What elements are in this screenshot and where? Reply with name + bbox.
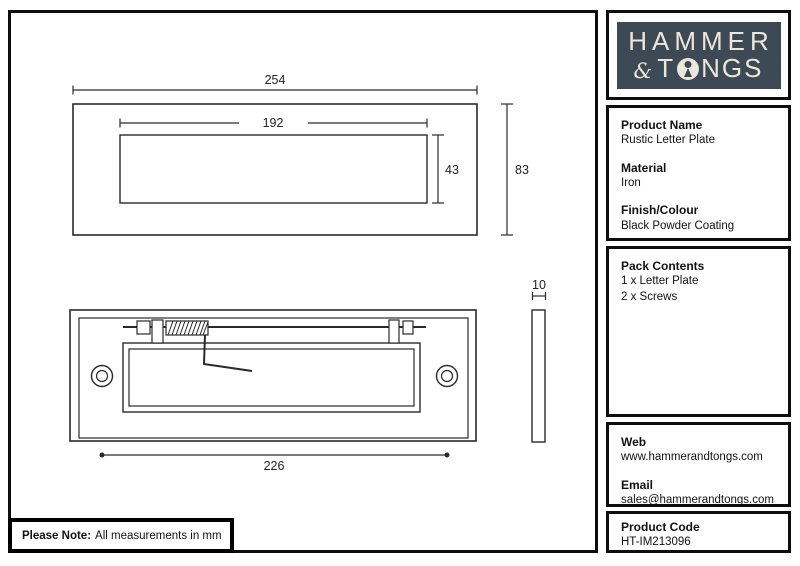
technical-drawing <box>11 13 595 550</box>
note-text: All measurements in mm <box>95 529 222 542</box>
rod-bracket-right <box>389 320 399 343</box>
product-name-label: Product Name <box>621 118 703 132</box>
rod-collar-right <box>403 321 413 334</box>
dim-aperture-height-lines <box>432 135 444 203</box>
drawing-panel <box>8 10 598 553</box>
product-info-section <box>606 105 791 241</box>
measurement-note <box>8 518 234 553</box>
product-name-value: Rustic Letter Plate <box>621 134 715 147</box>
side-profile-outline <box>532 310 545 442</box>
dim-fixing-centres: 226 <box>263 459 285 473</box>
material-value: Iron <box>621 176 641 189</box>
email-value: sales@hammerandtongs.com <box>621 493 774 506</box>
material-field <box>621 160 776 192</box>
front-aperture-outline <box>120 135 427 203</box>
contact-section <box>606 422 791 507</box>
side-view <box>532 278 546 442</box>
dim-thickness: 10 <box>532 278 546 292</box>
web-field <box>621 434 776 466</box>
rear-view <box>70 310 476 473</box>
logo-section <box>606 10 791 100</box>
pack-contents-section <box>606 246 791 417</box>
pack-contents-field <box>621 258 776 305</box>
front-view <box>73 73 529 235</box>
hammer-tongs-logo <box>617 22 781 89</box>
logo-letters-ngs: NGS <box>701 53 764 83</box>
finish-label: Finish/Colour <box>621 203 699 218</box>
pack-contents-item: 1 x Letter Plate <box>621 275 699 288</box>
logo-text-tongs <box>634 55 764 82</box>
logo-letter-t: T <box>657 53 676 83</box>
material-label: Material <box>621 160 667 175</box>
spring-coil <box>166 321 208 335</box>
product-code-label: Product Code <box>621 520 700 534</box>
dim-front-width: 254 <box>264 73 286 87</box>
product-code-field <box>621 519 776 551</box>
product-code-section <box>606 511 791 553</box>
keyhole-icon <box>677 58 699 80</box>
finish-value: Black Powder Coating <box>621 219 735 232</box>
pack-contents-label: Pack Contents <box>621 259 705 273</box>
dim-aperture-width: 192 <box>262 116 284 130</box>
pack-contents-item: 2 x Screws <box>621 290 678 303</box>
screw-hole-right <box>437 366 458 387</box>
email-field <box>621 477 776 509</box>
dim-thickness-lines <box>533 292 546 300</box>
dim-front-height-lines <box>501 104 513 235</box>
product-name-field <box>621 117 776 149</box>
email-label: Email <box>621 477 654 492</box>
logo-text-hammer: HAMMER <box>628 25 774 56</box>
dim-aperture-height: 43 <box>445 163 459 177</box>
product-code-value: HT-IM213096 <box>621 536 691 549</box>
web-label: Web <box>621 435 647 449</box>
dim-front-height: 83 <box>515 163 529 177</box>
logo-ampersand: & <box>633 58 655 83</box>
flap-outline <box>123 343 420 412</box>
finish-field <box>621 202 776 234</box>
screw-hole-left <box>92 366 113 387</box>
rod-collar-left <box>137 321 150 334</box>
web-value: www.hammerandtongs.com <box>621 451 763 464</box>
note-label: Please Note: <box>22 529 92 542</box>
rod-bracket-left <box>152 320 163 343</box>
dim-fixing-centres-lines <box>100 453 450 458</box>
